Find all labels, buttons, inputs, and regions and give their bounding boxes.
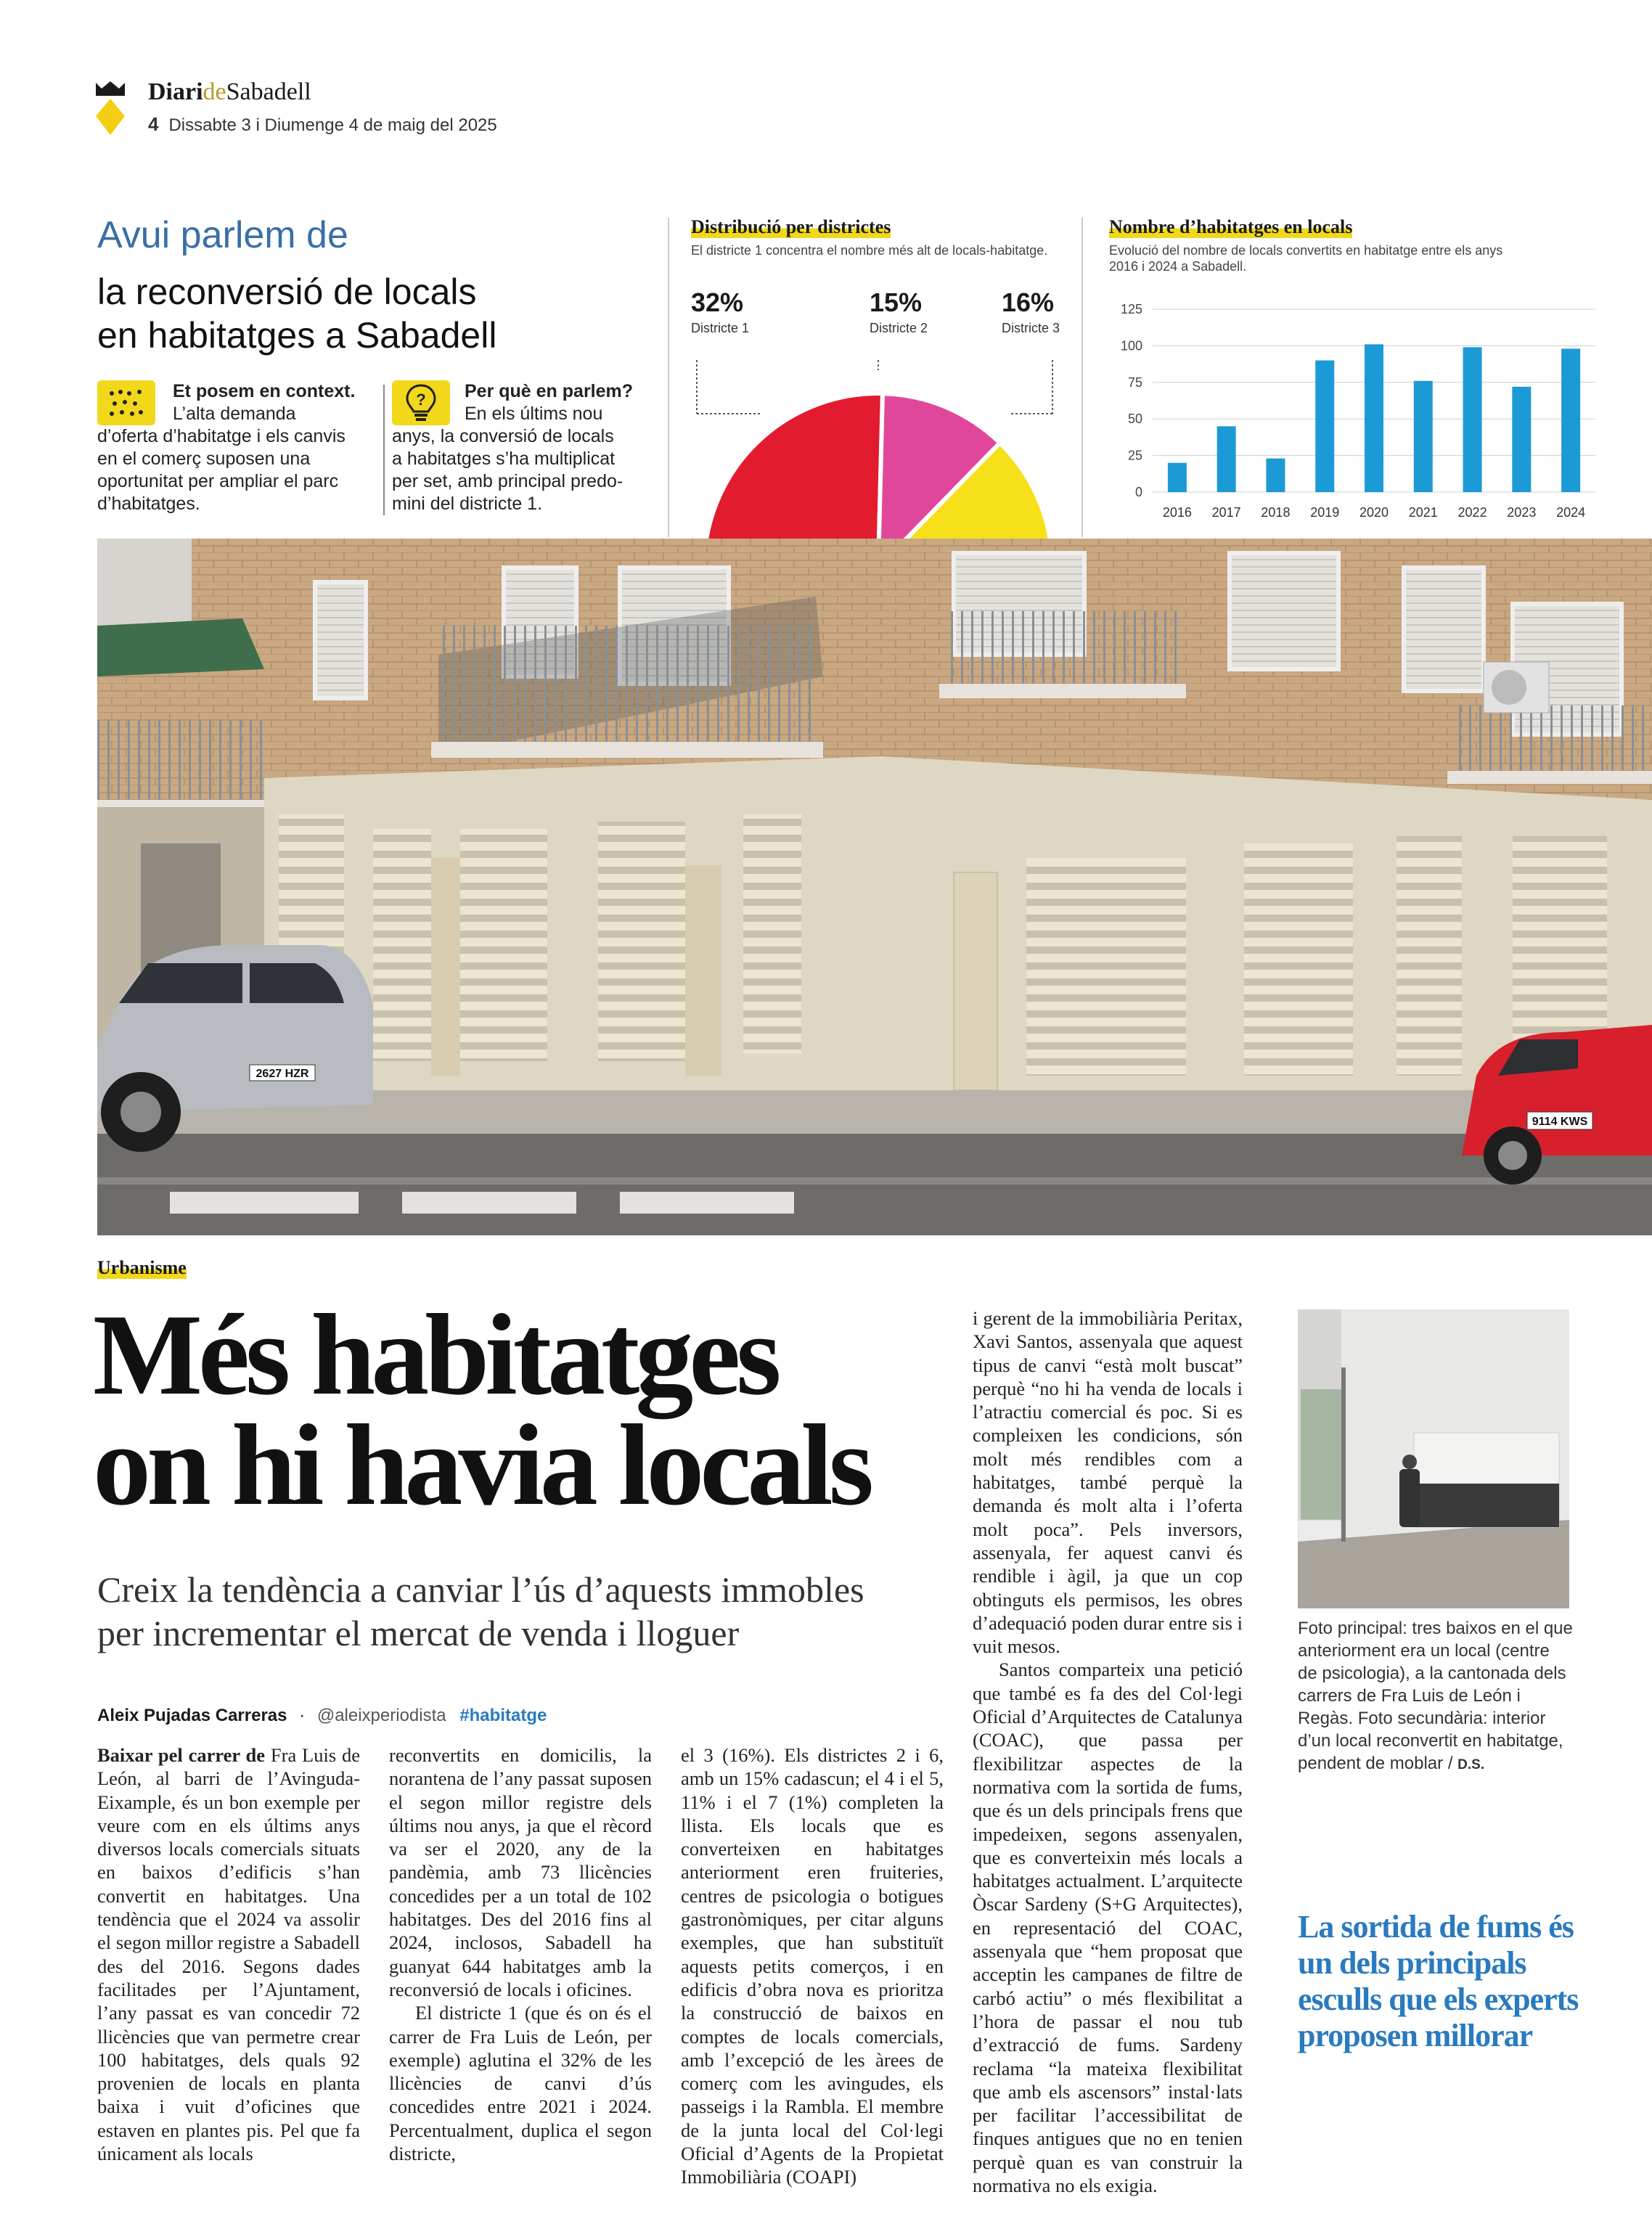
subheadline xyxy=(97,1568,925,1655)
bar-y-tick: 75 xyxy=(1127,375,1142,390)
intro-topic xyxy=(97,270,649,357)
bar-chart-header xyxy=(1109,216,1617,274)
bar-x-tick: 2021 xyxy=(1408,505,1438,520)
subhead-line-1: Creix la tendència a canviar l’ús d’aquests immobles xyxy=(97,1569,864,1610)
article-column-1 xyxy=(97,1743,360,2165)
pie-label-1: Districte 1 xyxy=(691,321,750,335)
bar-x-tick: 2018 xyxy=(1261,505,1291,520)
why-title: Per què en parlem? xyxy=(465,381,634,401)
main-photo xyxy=(97,539,1652,1235)
bar-y-tick: 50 xyxy=(1127,412,1142,427)
plate-left: 2627 HZR xyxy=(255,1068,309,1080)
bar-x-tick: 2023 xyxy=(1507,505,1537,520)
column-divider xyxy=(1081,218,1083,537)
caption-text: Foto principal: tres baixos en el que anteriorment era un local (centre de psicologia), a la cantonada dels carrers de Fra Luis de León i Regàs. Foto secundària: interior d’un local reconvertit en habitatge, pendent de moblar / xyxy=(1298,1619,1573,1773)
pie-chart-header xyxy=(691,216,1068,258)
bar-2018 xyxy=(1266,459,1285,492)
page-line xyxy=(148,113,497,136)
bar-2017 xyxy=(1217,426,1236,492)
context-line-5: d’habitatges. xyxy=(97,494,200,514)
pie-pct-1: 32% xyxy=(691,287,744,317)
column-divider xyxy=(668,218,669,537)
why-box xyxy=(392,380,661,515)
headline xyxy=(93,1290,993,1529)
topic-line-2: en habitatges a Sabadell xyxy=(97,315,497,356)
bar-x-tick: 2019 xyxy=(1310,505,1340,520)
col4-paragraph-1: i gerent de la immobiliària Peritax, Xavi Santos, assenyala que aquest tipus de canvi “està molt buscat” perquè “no hi ha venda de locals i l’atractiu comercial és poc. Si es compleixen les condicions, són molt més rendibles com a habitatges, també perquè la demanda és molt alta i l’oferta molt poca”. Pels inversors, assenyala, fer aquest canvi és rendible i àgil, ja que un cop obtinguts els permisos, les obres d’adequació poden durar entre sis i vuit mesos. xyxy=(973,1307,1243,1658)
issue-date: Dissabte 3 i Diumenge 4 de maig del 2025 xyxy=(168,115,497,135)
pie-slice-1 xyxy=(704,393,883,539)
bar-x-tick: 2024 xyxy=(1556,505,1586,520)
why-line-4: per set, amb principal predo- xyxy=(392,471,623,491)
bar-y-tick: 100 xyxy=(1120,338,1142,353)
byline xyxy=(97,1706,547,1726)
article-column-2 xyxy=(389,1743,652,2165)
bar-y-tick: 0 xyxy=(1134,485,1142,499)
bar-2023 xyxy=(1512,387,1531,492)
context-line-4: oportunitat per ampliar el parc xyxy=(97,471,339,491)
context-line-1: L’alta demanda xyxy=(173,404,296,424)
bar-chart xyxy=(1109,290,1603,530)
article-column-3 xyxy=(681,1743,944,2189)
section-kicker: Urbanisme xyxy=(97,1257,187,1278)
context-title: Et posem en context. xyxy=(173,381,356,401)
plate-right: 9114 KWS xyxy=(1532,1116,1588,1128)
pie-pct-2: 15% xyxy=(870,287,923,317)
byline-separator: · xyxy=(299,1706,306,1725)
headline-line-1: Més habitatges xyxy=(93,1290,777,1419)
photo-caption xyxy=(1298,1617,1574,1776)
pie-chart-subtitle: El districte 1 concentra el nombre més alt de locals-habitatge. xyxy=(691,243,1048,258)
bar-2024 xyxy=(1561,348,1580,492)
pie-label-2: Districte 2 xyxy=(870,321,928,335)
brand-light: de xyxy=(203,78,226,105)
why-line-2: anys, la conversió de locals xyxy=(392,426,614,446)
bar-x-tick: 2020 xyxy=(1359,505,1389,520)
pie-chart-title: Distribució per districtes xyxy=(691,216,891,237)
col3-text: el 3 (16%). Els districtes 2 i 6, amb un 15% cadascun; el 4 i el 5, 11% i el 7 (1%) completen la llista. Els locals que es converteixen en habitatges anteriorment eren fruiteries, centres de psicologia o botigues gastronòmiques, per citar alguns exemples, que han substituït aquests petits comerços, i en edificis d’obra nova es prioritza la construcció de baixos en comptes de locals comercials, amb l’excepció de les àrees de comerç com les avingudes, els passeigs i la Rambla. El membre de la junta local del Col·legi Oficial d’Agents de la Propietat Immobiliària (COAPI) xyxy=(681,1744,944,2188)
bar-2022 xyxy=(1463,347,1482,492)
masthead[interactable] xyxy=(148,78,311,106)
context-line-2: d’oferta d’habitatge i els canvis xyxy=(97,426,345,446)
bar-y-tick: 125 xyxy=(1120,302,1142,316)
bar-x-tick: 2022 xyxy=(1457,505,1487,520)
bar-chart-subtitle-2: 2016 i 2024 a Sabadell. xyxy=(1109,259,1247,274)
col2-paragraph-2: El districte 1 (que és on és el carrer de Fra Luis de León, per exemple) aglutina el 32% de les llicències de canvi d’ús concedides entre 2021 i 2024. Percentualment, duplica el segon districte, xyxy=(389,2002,652,2165)
why-line-3: a habitatges s’ha multiplicat xyxy=(392,449,616,469)
col2-paragraph-1: reconvertits en domicilis, la norantena de l’any passat suposen el segon millor registre dels últims nou anys, ja que el rècord va ser el 2020, any de la pandèmia, amb 73 llicències concedides per a un total de 102 habitatges. Des del 2016 fins al 2024, inclosos, Sabadell ha guanyat 644 habitatges amb la reconversió de locals i oficines. xyxy=(389,1744,652,2000)
context-box xyxy=(97,380,380,515)
subhead-line-2: per incrementar el mercat de venda i lloguer xyxy=(97,1613,740,1653)
col4-paragraph-2: Santos comparteix una petició que també es fa des del Col·legi Oficial d’Arquitectes de Catalunya (COAC), que passa per flexibilitzar aspectes de la normativa com la sortida de fums, que és un dels principals frens que impedeixen, segons assenyalen, que es converteixin més locals a habitatges actualment. L’arquitecte Òscar Sardeny (S+G Arquitectes), en representació del COAC, assenyala que “hem proposat que acceptin les campanes de filtre de carbó actiu” o més flexibilitat a l’hora de passar el nou tub d’extracció de fums. Sardeny reclama “la mateixa flexibilitat que amb els ascensors” instal·lats per facilitar l’accessibilitat de finques antigues que no en tenien perquè quan es van construir la normativa no els exigia. xyxy=(973,1659,1243,2196)
bar-2021 xyxy=(1414,381,1433,492)
article-column-4 xyxy=(973,1306,1243,2197)
context-line-3: en el comerç suposen una xyxy=(97,449,311,469)
pie-pct-3: 16% xyxy=(1002,287,1055,317)
hashtag-link[interactable]: #habitatge xyxy=(459,1706,547,1725)
headline-line-2: on hi havia locals xyxy=(93,1400,870,1529)
pull-quote: La sortida de fums és un dels principals esculls que els experts proposen millorar xyxy=(1298,1909,1579,2053)
brand-bold: Diari xyxy=(148,78,203,105)
bar-chart-title: Nombre d’habitatges en locals xyxy=(1109,216,1353,237)
caption-credit: D.S. xyxy=(1457,1757,1485,1772)
pie-chart xyxy=(682,348,1074,539)
why-line-1: En els últims nou xyxy=(465,404,603,424)
topic-line-1: la reconversió de locals xyxy=(97,271,477,312)
author-name[interactable]: Aleix Pujadas Carreras xyxy=(97,1706,287,1725)
secondary-photo xyxy=(1298,1309,1569,1608)
bar-chart-subtitle-1: Evolució del nombre de locals convertits en habitatge entre els anys xyxy=(1109,243,1503,258)
col1-text: Fra Luis de León, al barri de l’Avinguda-Eixample, és un bon exemple per veure com en els últims anys diversos locals comercials situats en baixos d’edificis s’han convertit en habitatges. Una tendència que el 2024 va assolir el segon millor registre a Sabadell des del 2016. Segons dades facilitades per l’Ajuntament, l’any passat es van concedir 72 llicències que van permetre crear 100 habitatges, dels quals 92 provenien de locals en planta baixa i vuit d’oficines que estaven en plantes pis. Pel que fa únicament als locals xyxy=(97,1744,360,2165)
svg-text:?: ? xyxy=(416,390,426,409)
pie-label-3: Districte 3 xyxy=(1002,321,1060,335)
bar-x-tick: 2016 xyxy=(1162,505,1192,520)
why-line-5: mini del districte 1. xyxy=(392,494,543,514)
shield-logo-icon xyxy=(93,80,128,138)
page-number: 4 xyxy=(148,113,159,135)
intro-label: Avui parlem de xyxy=(97,214,348,256)
context-divider xyxy=(383,385,385,515)
bar-2020 xyxy=(1365,344,1383,492)
bar-x-tick: 2017 xyxy=(1211,505,1241,520)
brand-city: Sabadell xyxy=(226,78,311,105)
lead-in: Baixar pel carrer de xyxy=(97,1744,266,1766)
bar-y-tick: 25 xyxy=(1127,448,1142,463)
author-handle[interactable]: @aleixperiodista xyxy=(316,1706,446,1725)
bar-2016 xyxy=(1168,463,1187,492)
bar-2019 xyxy=(1315,361,1334,492)
